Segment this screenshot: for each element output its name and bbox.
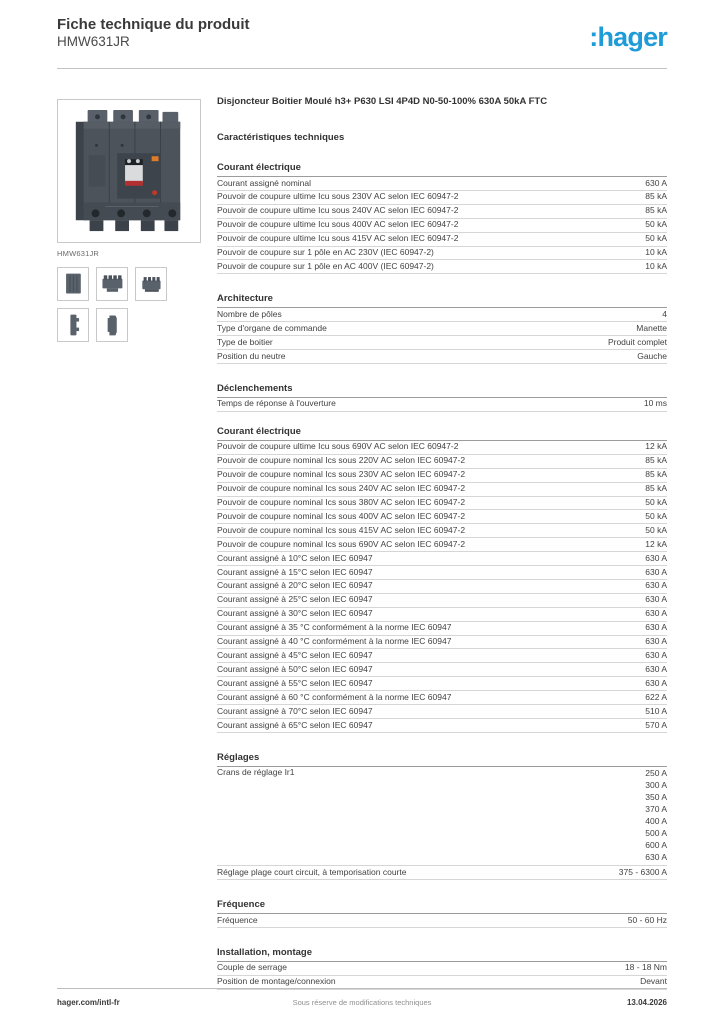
spec-sections: [217, 162, 667, 990]
spec-row: [217, 719, 667, 733]
spec-section: [217, 947, 667, 990]
spec-row: [217, 705, 667, 719]
spec-row: [217, 336, 667, 350]
thumbnail-top-view-icon: [96, 267, 128, 301]
thumbnail-gallery: [57, 267, 209, 349]
footer-date: 13.04.2026: [626, 998, 667, 1007]
section-title: Courant électrique: [217, 426, 667, 441]
spec-label: Pouvoir de coupure nominal Ics sous 220V AC selon IEC 60947-2: [217, 455, 466, 466]
page-title: Fiche technique du produit: [57, 16, 250, 33]
spec-label: Position de montage/connexion: [217, 976, 336, 987]
spec-value: 630 A: [645, 677, 667, 688]
spec-section: [217, 162, 667, 274]
spec-value: 630 A: [645, 177, 667, 188]
section-title: Architecture: [217, 293, 667, 308]
header-divider: [57, 68, 667, 69]
spec-value: 10 kA: [645, 260, 667, 271]
spec-row: [217, 767, 667, 866]
spec-value: 630 A: [645, 663, 667, 674]
header-titles: [57, 16, 250, 50]
spec-row: [217, 866, 667, 880]
spec-value: 10 ms: [643, 398, 667, 409]
spec-value: 630 A: [645, 622, 667, 633]
spec-row: [217, 677, 667, 691]
spec-label: Courant assigné à 15°C selon IEC 60947: [217, 566, 373, 577]
spec-row: [217, 566, 667, 580]
spec-value: 630 A: [645, 580, 667, 591]
spec-label: Type d'organe de commande: [217, 322, 327, 333]
spec-label: Courant assigné à 50°C selon IEC 60947: [217, 663, 373, 674]
spec-value: 630 A: [645, 552, 667, 563]
thumbnail-side-profile-icon: [96, 308, 128, 342]
spec-label: Courant assigné à 10°C selon IEC 60947: [217, 552, 373, 563]
product-reference: HMW631JR: [57, 34, 130, 49]
spec-label: Position du neutre: [217, 350, 286, 361]
spec-label: Courant assigné à 45°C selon IEC 60947: [217, 649, 373, 660]
section-title: Fréquence: [217, 899, 667, 914]
spec-row: [217, 322, 667, 336]
characteristics-heading: Caractéristiques techniques: [217, 132, 345, 143]
spec-row: [217, 663, 667, 677]
page-footer: [57, 988, 667, 1007]
spec-row: [217, 308, 667, 322]
spec-row: [217, 962, 667, 976]
spec-value: 12 kA: [645, 538, 667, 549]
spec-row: [217, 483, 667, 497]
spec-label: Courant assigné à 55°C selon IEC 60947: [217, 677, 373, 688]
thumbnail-front-view-icon: [57, 267, 89, 301]
spec-value: 630 A: [645, 594, 667, 605]
spec-value: 85 kA: [645, 191, 667, 202]
spec-value: 510 A: [645, 705, 667, 716]
spec-label: Courant assigné à 70°C selon IEC 60947: [217, 705, 373, 716]
spec-label: Courant assigné à 60 °C conformément à la norme IEC 60947: [217, 691, 452, 702]
page-header: [57, 16, 667, 52]
thumbnail-side-view-icon: [57, 308, 89, 342]
footer-disclaimer: Sous réserve de modifications techniques: [292, 998, 432, 1007]
spec-label: Pouvoir de coupure ultime Icu sous 690V AC selon IEC 60947-2: [217, 441, 459, 452]
spec-label: Pouvoir de coupure nominal Ics sous 690V AC selon IEC 60947-2: [217, 538, 466, 549]
footer-website: hager.com/intl-fr: [57, 998, 120, 1007]
section-title: Réglages: [217, 752, 667, 767]
spec-section: [217, 899, 667, 928]
spec-row: [217, 622, 667, 636]
spec-label: Nombre de pôles: [217, 308, 282, 319]
spec-value: 630 A: [645, 608, 667, 619]
spec-label: Pouvoir de coupure nominal Ics sous 415V AC selon IEC 60947-2: [217, 524, 466, 535]
hager-logo: :hager: [589, 22, 667, 52]
spec-row: [217, 510, 667, 524]
spec-value: Manette: [636, 322, 667, 333]
spec-row: [217, 691, 667, 705]
spec-row: [217, 205, 667, 219]
spec-value: 85 kA: [645, 455, 667, 466]
spec-label: Temps de réponse à l'ouverture: [217, 398, 336, 409]
spec-row: [217, 219, 667, 233]
product-designation: Disjoncteur Boitier Moulé h3+ P630 LSI 4P4D N0-50-100% 630A 50kA FTC: [217, 96, 548, 107]
spec-label: Type de boitier: [217, 336, 273, 347]
content: [57, 96, 667, 990]
spec-row: [217, 455, 667, 469]
spec-row: [217, 649, 667, 663]
spec-value: 18 - 18 Nm: [624, 962, 667, 973]
spec-label: Pouvoir de coupure ultime Icu sous 415V AC selon IEC 60947-2: [217, 233, 459, 244]
spec-label: Courant assigné à 65°C selon IEC 60947: [217, 719, 373, 730]
spec-value: 4: [662, 308, 667, 319]
spec-label: Pouvoir de coupure nominal Ics sous 380V AC selon IEC 60947-2: [217, 497, 466, 507]
spec-label: Courant assigné à 35 °C conformément à la norme IEC 60947: [217, 622, 452, 633]
spec-row: [217, 580, 667, 594]
spec-value: Devant: [640, 976, 667, 987]
spec-row: [217, 552, 667, 566]
spec-row: [217, 497, 667, 511]
product-image-frame: [57, 99, 201, 243]
spec-section: [217, 383, 667, 412]
thumbnail-angle-view-icon: [135, 267, 167, 301]
product-photo-breaker: [65, 106, 193, 236]
spec-label: Courant assigné à 20°C selon IEC 60947: [217, 580, 373, 591]
spec-label: Courant assigné à 40 °C conformément à la norme IEC 60947: [217, 636, 452, 647]
spec-section: [217, 426, 667, 733]
spec-value: 630 A: [645, 649, 667, 660]
section-title: Déclenchements: [217, 383, 667, 398]
section-title: Courant électrique: [217, 162, 667, 177]
product-image-caption: HMW631JR: [57, 249, 100, 258]
spec-label: Pouvoir de coupure nominal Ics sous 230V AC selon IEC 60947-2: [217, 469, 466, 480]
spec-row: [217, 441, 667, 455]
spec-label: Pouvoir de coupure sur 1 pôle en AC 230V (IEC 60947-2): [217, 247, 434, 258]
spec-label: Pouvoir de coupure ultime Icu sous 230V AC selon IEC 60947-2: [217, 191, 459, 202]
spec-value: 375 - 6300 A: [618, 866, 667, 877]
spec-value: 85 kA: [645, 469, 667, 480]
spec-row: [217, 350, 667, 364]
spec-value: 10 kA: [645, 247, 667, 258]
spec-value: Produit complet: [607, 336, 667, 347]
spec-row: [217, 191, 667, 205]
spec-row: [217, 594, 667, 608]
spec-label: Couple de serrage: [217, 962, 287, 973]
spec-label: Courant assigné nominal: [217, 177, 312, 188]
spec-row: [217, 914, 667, 928]
spec-row: [217, 398, 667, 412]
spec-value: 250 A 300 A 350 A 370 A 400 A 500 A 600 A 630 A: [645, 768, 667, 862]
spec-value: 630 A: [645, 636, 667, 647]
spec-value: Gauche: [637, 350, 667, 361]
spec-value: 50 kA: [645, 510, 667, 521]
spec-value: 85 kA: [645, 483, 667, 494]
spec-value: 50 kA: [645, 233, 667, 244]
spec-row: [217, 608, 667, 622]
spec-value: 622 A: [645, 691, 667, 702]
section-title: Installation, montage: [217, 947, 667, 962]
spec-row: [217, 177, 667, 191]
spec-value: 50 kA: [645, 497, 667, 507]
spec-value: 630 A: [645, 566, 667, 577]
spec-column: [217, 96, 667, 990]
spec-row: [217, 233, 667, 247]
spec-value: 570 A: [645, 719, 667, 730]
spec-label: Crans de réglage Ir1: [217, 767, 295, 778]
spec-value: 50 - 60 Hz: [627, 914, 667, 925]
spec-row: [217, 260, 667, 274]
spec-row: [217, 636, 667, 650]
spec-label: Pouvoir de coupure nominal Ics sous 240V AC selon IEC 60947-2: [217, 483, 466, 494]
spec-label: Fréquence: [217, 914, 258, 925]
spec-section: [217, 293, 667, 364]
spec-row: [217, 524, 667, 538]
spec-label: Pouvoir de coupure ultime Icu sous 240V AC selon IEC 60947-2: [217, 205, 459, 216]
spec-label: Courant assigné à 30°C selon IEC 60947: [217, 608, 373, 619]
spec-section: [217, 752, 667, 880]
spec-value: 50 kA: [645, 219, 667, 230]
spec-label: Courant assigné à 25°C selon IEC 60947: [217, 594, 373, 605]
spec-value: 85 kA: [645, 205, 667, 216]
spec-label: Pouvoir de coupure ultime Icu sous 400V AC selon IEC 60947-2: [217, 219, 459, 230]
spec-label: Pouvoir de coupure sur 1 pôle en AC 400V (IEC 60947-2): [217, 260, 434, 271]
spec-value: 50 kA: [645, 524, 667, 535]
spec-row: [217, 538, 667, 552]
spec-row: [217, 247, 667, 261]
spec-row: [217, 469, 667, 483]
spec-label: Pouvoir de coupure nominal Ics sous 400V AC selon IEC 60947-2: [217, 510, 466, 521]
product-media-column: [57, 99, 201, 990]
spec-value: 12 kA: [645, 441, 667, 452]
spec-label: Réglage plage court circuit, à temporisation courte: [217, 866, 407, 877]
